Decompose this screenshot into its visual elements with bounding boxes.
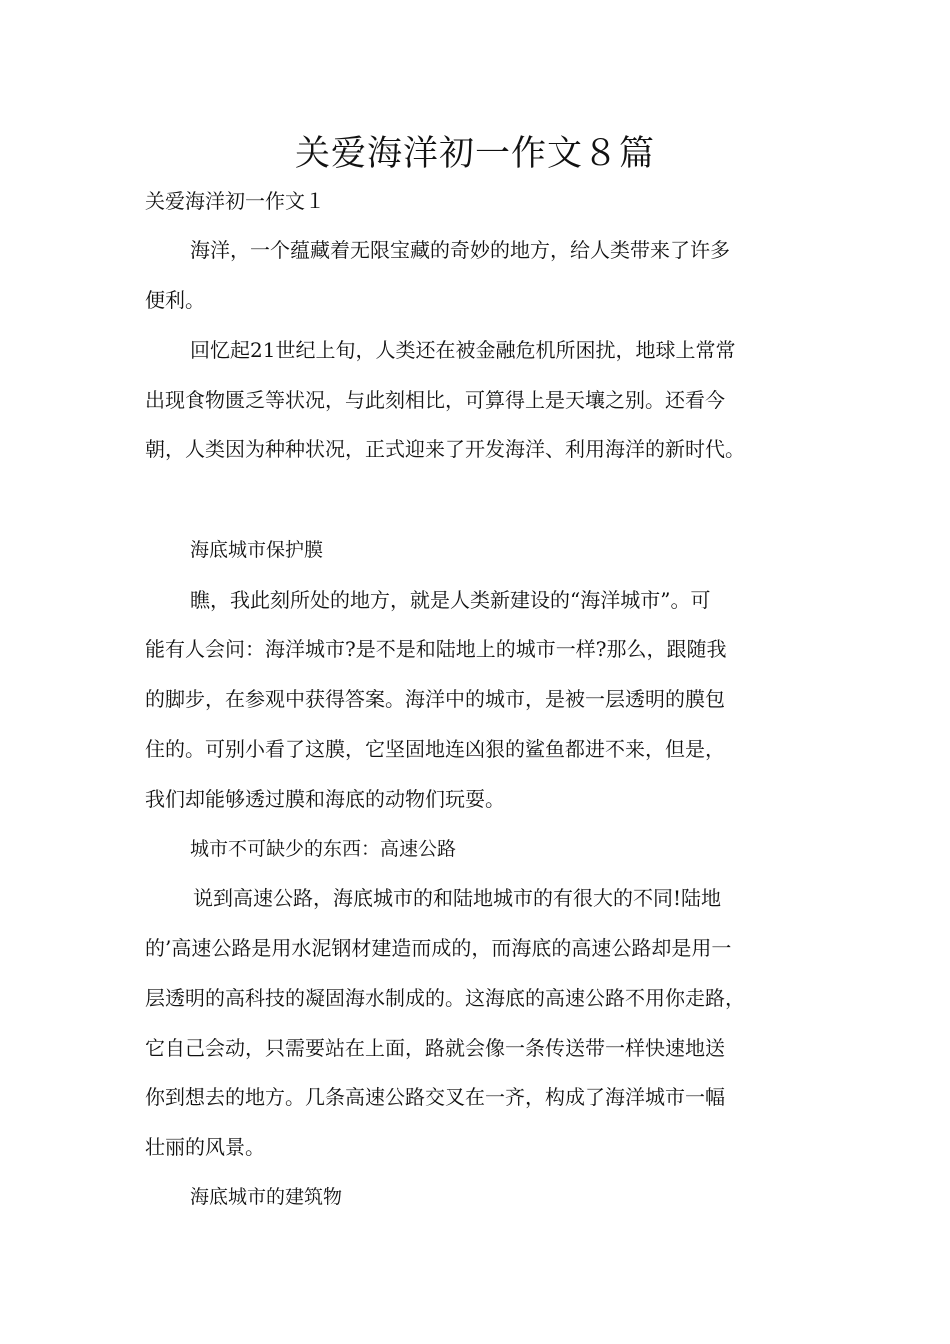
paragraph-line: 海洋，一个蕴藏着无限宝藏的奇妙的地方，给人类带来了许多	[190, 238, 730, 262]
paragraph-line: 壮丽的风景。	[145, 1135, 265, 1159]
section-heading: 城市不可缺少的东西：高速公路	[190, 838, 457, 860]
paragraph-line: 出现食物匮乏等状况，与此刻相比，可算得上是天壤之别。还看今	[145, 388, 725, 412]
paragraph-line: 能有人会问：海洋城市?是不是和陆地上的城市一样?那么，跟随我	[145, 637, 727, 661]
paragraph-line: 层透明的高科技的凝固海水制成的。这海底的高速公路不用你走路，	[145, 986, 745, 1010]
paragraph-line: 住的。可别小看了这膜，它坚固地连凶狠的鲨鱼都进不来，但是，	[145, 737, 725, 761]
paragraph-line: 说到高速公路，海底城市的和陆地城市的有很大的不同!陆地	[193, 886, 722, 910]
paragraph-line: 的脚步，在参观中获得答案。海洋中的城市，是被一层透明的膜包	[145, 687, 725, 711]
paragraph-line: 我们却能够透过膜和海底的动物们玩耍。	[145, 787, 505, 811]
paragraph-line: 瞧，我此刻所处的地方，就是人类新建设的“海洋城市”。可	[190, 588, 711, 612]
paragraph-line: 你到想去的地方。几条高速公路交叉在一齐，构成了海洋城市一幅	[145, 1085, 725, 1109]
paragraph-line: 回忆起21世纪上旬，人类还在被金融危机所困扰，地球上常常	[190, 338, 736, 362]
essay-label: 关爱海洋初一作文１	[145, 189, 325, 213]
section-heading: 海底城市保护膜	[190, 539, 324, 561]
paragraph-line: 的’高速公路是用水泥钢材建造而成的，而海底的高速公路却是用一	[145, 936, 732, 960]
paragraph-line: 便利。	[145, 288, 205, 312]
document-title: 关爱海洋初一作文８篇	[294, 134, 655, 174]
paragraph-line: 它自己会动，只需要站在上面，路就会像一条传送带一样快速地送	[145, 1036, 725, 1060]
paragraph-line: 朝，人类因为种种状况，正式迎来了开发海洋、利用海洋的新时代。	[145, 437, 745, 461]
section-heading: 海底城市的建筑物	[190, 1186, 343, 1208]
